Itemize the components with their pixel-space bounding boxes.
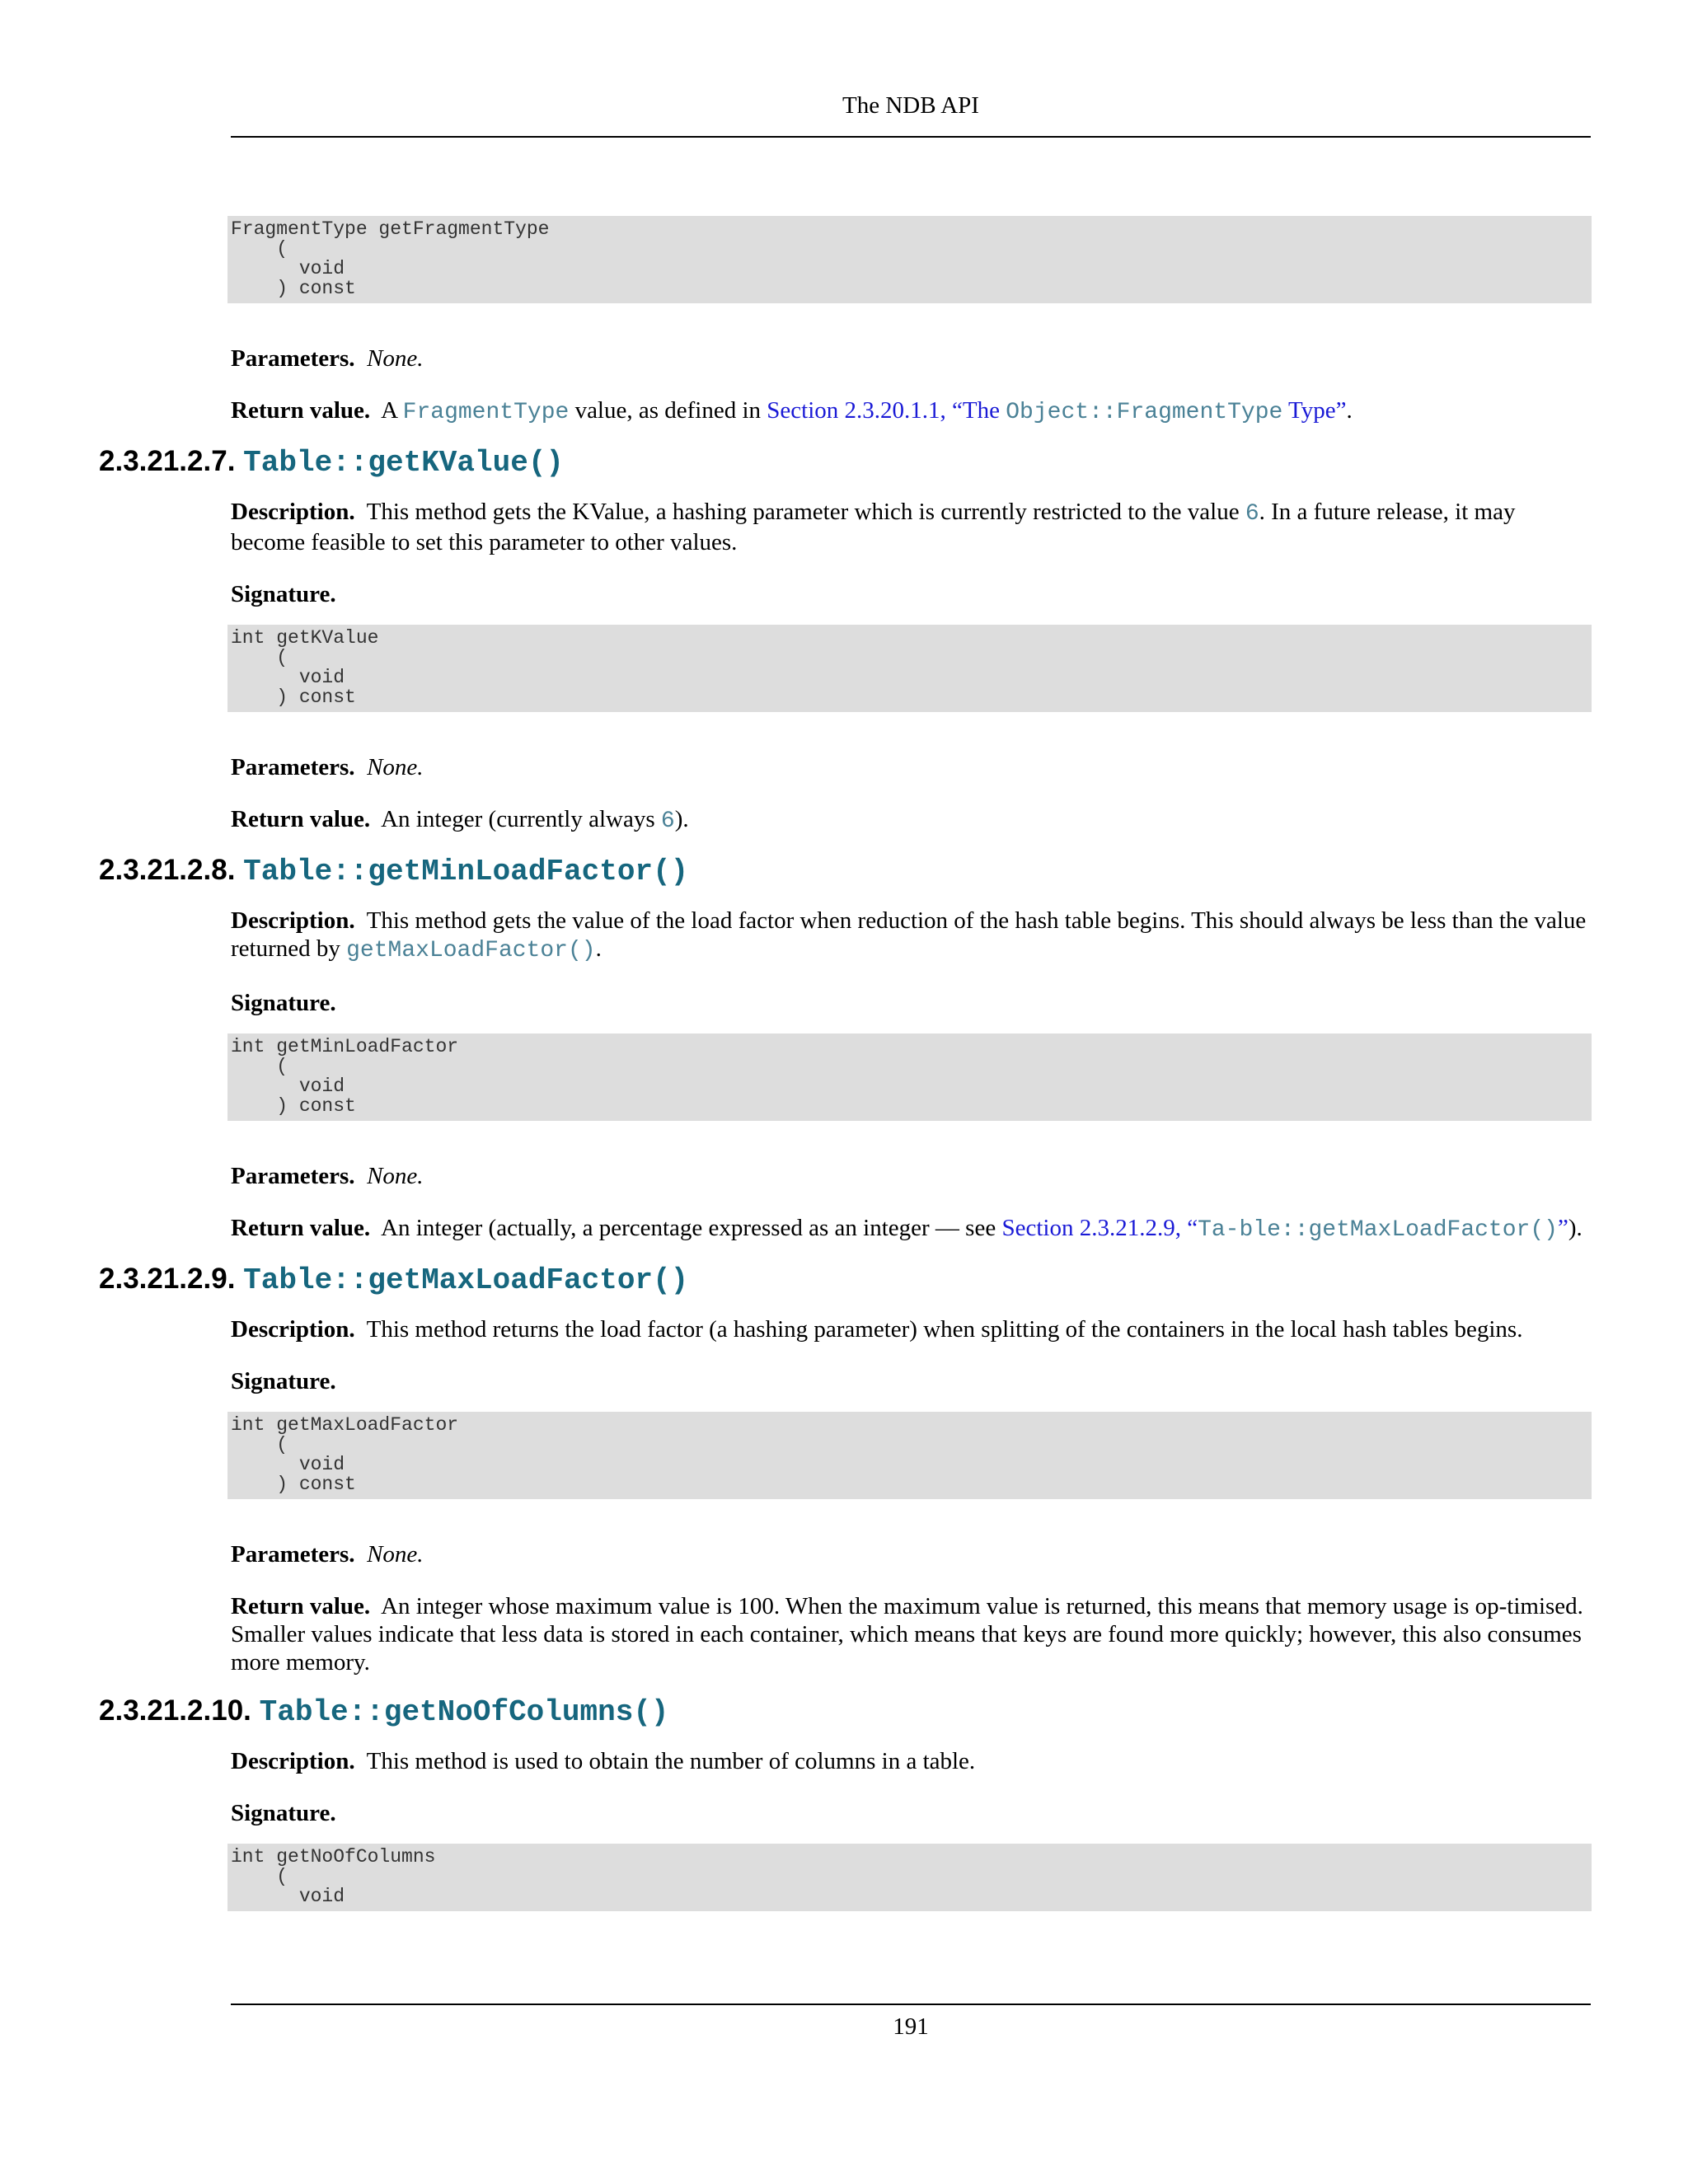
page-content bbox=[99, 216, 1595, 1911]
return-label: Return value. bbox=[231, 806, 371, 832]
code-block-getminloadfactor: int getMinLoadFactor ( void ) const bbox=[227, 1033, 1592, 1121]
parameters-value: None. bbox=[367, 1541, 424, 1568]
section-number: 2.3.21.2.10. bbox=[99, 1694, 251, 1727]
return-text: . bbox=[1346, 397, 1353, 424]
section-title-code: Table::getNoOfColumns() bbox=[259, 1695, 669, 1729]
inline-code: getMaxLoadFactor() bbox=[346, 938, 596, 963]
inline-code: 6 bbox=[660, 808, 675, 834]
xref-code: Ta-ble::getMaxLoadFactor() bbox=[1198, 1217, 1558, 1243]
return-label: Return value. bbox=[231, 1593, 371, 1619]
footer-rule bbox=[231, 2004, 1591, 2005]
xref-code: Object::FragmentType bbox=[1006, 400, 1283, 425]
section-heading bbox=[99, 1261, 1463, 1299]
parameters-paragraph bbox=[231, 753, 1595, 781]
section-number: 2.3.21.2.7. bbox=[99, 445, 236, 477]
running-header: The NDB API bbox=[842, 92, 979, 119]
description-text: This method is used to obtain the number of columns in a table. bbox=[366, 1748, 976, 1774]
parameters-label: Parameters. bbox=[231, 345, 355, 372]
parameters-paragraph bbox=[231, 1162, 1595, 1190]
parameters-value: None. bbox=[367, 754, 424, 780]
description-label: Description. bbox=[231, 907, 355, 934]
parameters-value: None. bbox=[367, 1163, 424, 1189]
parameters-value: None. bbox=[367, 345, 424, 372]
description-label: Description. bbox=[231, 1748, 355, 1774]
header-rule bbox=[231, 136, 1591, 138]
return-text: An integer (actually, a percentage expressed as an integer — see bbox=[381, 1215, 996, 1241]
code-block-getkvalue: int getKValue ( void ) const bbox=[227, 625, 1592, 712]
code-block-getnoofcolumns: int getNoOfColumns ( void bbox=[227, 1844, 1592, 1911]
section-heading bbox=[99, 852, 1463, 890]
page-number: 191 bbox=[893, 2013, 929, 2040]
section-number: 2.3.21.2.8. bbox=[99, 854, 236, 886]
signature-label: Signature. bbox=[231, 990, 336, 1016]
section-title-code: Table::getMaxLoadFactor() bbox=[243, 1263, 689, 1297]
parameters-label: Parameters. bbox=[231, 754, 355, 780]
description-paragraph bbox=[231, 1315, 1595, 1343]
code-block-getfragmenttype: FragmentType getFragmentType ( void ) const bbox=[227, 216, 1592, 303]
return-text: ). bbox=[1568, 1215, 1582, 1241]
return-label: Return value. bbox=[231, 397, 371, 424]
parameters-paragraph bbox=[231, 1540, 1595, 1568]
return-text: An integer (currently always bbox=[381, 806, 655, 832]
return-text: value, as defined in bbox=[574, 397, 762, 424]
inline-code: 6 bbox=[1245, 501, 1259, 527]
signature-label: Signature. bbox=[231, 581, 336, 607]
description-text: This method gets the KValue, a hashing parameter which is currently restricted to the value bbox=[366, 499, 1240, 525]
description-text: . In a future release, it may become feasible to set this parameter to other values. bbox=[231, 499, 1516, 555]
section-heading bbox=[99, 1693, 1463, 1731]
section-heading bbox=[99, 443, 1463, 481]
cross-reference-link[interactable] bbox=[1001, 1215, 1568, 1241]
signature-label: Signature. bbox=[231, 1368, 336, 1394]
section-title-code: Table::getMinLoadFactor() bbox=[243, 855, 689, 888]
return-paragraph bbox=[231, 396, 1595, 427]
section-number: 2.3.21.2.9. bbox=[99, 1263, 236, 1295]
description-text: This method returns the load factor (a hashing parameter) when splitting of the containers in the local hash tables begins. bbox=[366, 1316, 1523, 1343]
description-label: Description. bbox=[231, 499, 355, 525]
xref-text: Section 2.3.20.1.1, “The bbox=[767, 397, 1000, 424]
return-paragraph bbox=[231, 805, 1595, 836]
return-paragraph bbox=[231, 1214, 1595, 1244]
parameters-paragraph bbox=[231, 344, 1595, 373]
signature-label: Signature. bbox=[231, 1800, 336, 1826]
section-title-code: Table::getKValue() bbox=[243, 446, 565, 480]
inline-code: FragmentType bbox=[402, 400, 570, 425]
return-text: ). bbox=[674, 806, 689, 832]
cross-reference-link[interactable] bbox=[767, 397, 1346, 424]
code-block-getmaxloadfactor: int getMaxLoadFactor ( void ) const bbox=[227, 1412, 1592, 1499]
description-paragraph bbox=[231, 907, 1595, 965]
xref-text: Type” bbox=[1288, 397, 1347, 424]
xref-text: Section 2.3.21.2.9, “ bbox=[1001, 1215, 1198, 1241]
return-text: An integer whose maximum value is 100. When the maximum value is returned, this means that memory usage is op-timised. Smaller values indicate that less data is stored in each container, which means that keys are found more quickly; however, this also consumes more memory. bbox=[231, 1593, 1583, 1675]
parameters-label: Parameters. bbox=[231, 1163, 355, 1189]
description-text: This method gets the value of the load factor when reduction of the hash table begins. This should always be less than the value returned by bbox=[231, 907, 1587, 962]
description-text: . bbox=[595, 935, 602, 962]
return-label: Return value. bbox=[231, 1215, 371, 1241]
description-label: Description. bbox=[231, 1316, 355, 1343]
description-paragraph bbox=[231, 1747, 1595, 1775]
xref-text: ” bbox=[1557, 1215, 1568, 1241]
return-text: A bbox=[381, 397, 397, 424]
parameters-label: Parameters. bbox=[231, 1541, 355, 1568]
description-paragraph bbox=[231, 498, 1595, 556]
return-paragraph bbox=[231, 1592, 1595, 1676]
